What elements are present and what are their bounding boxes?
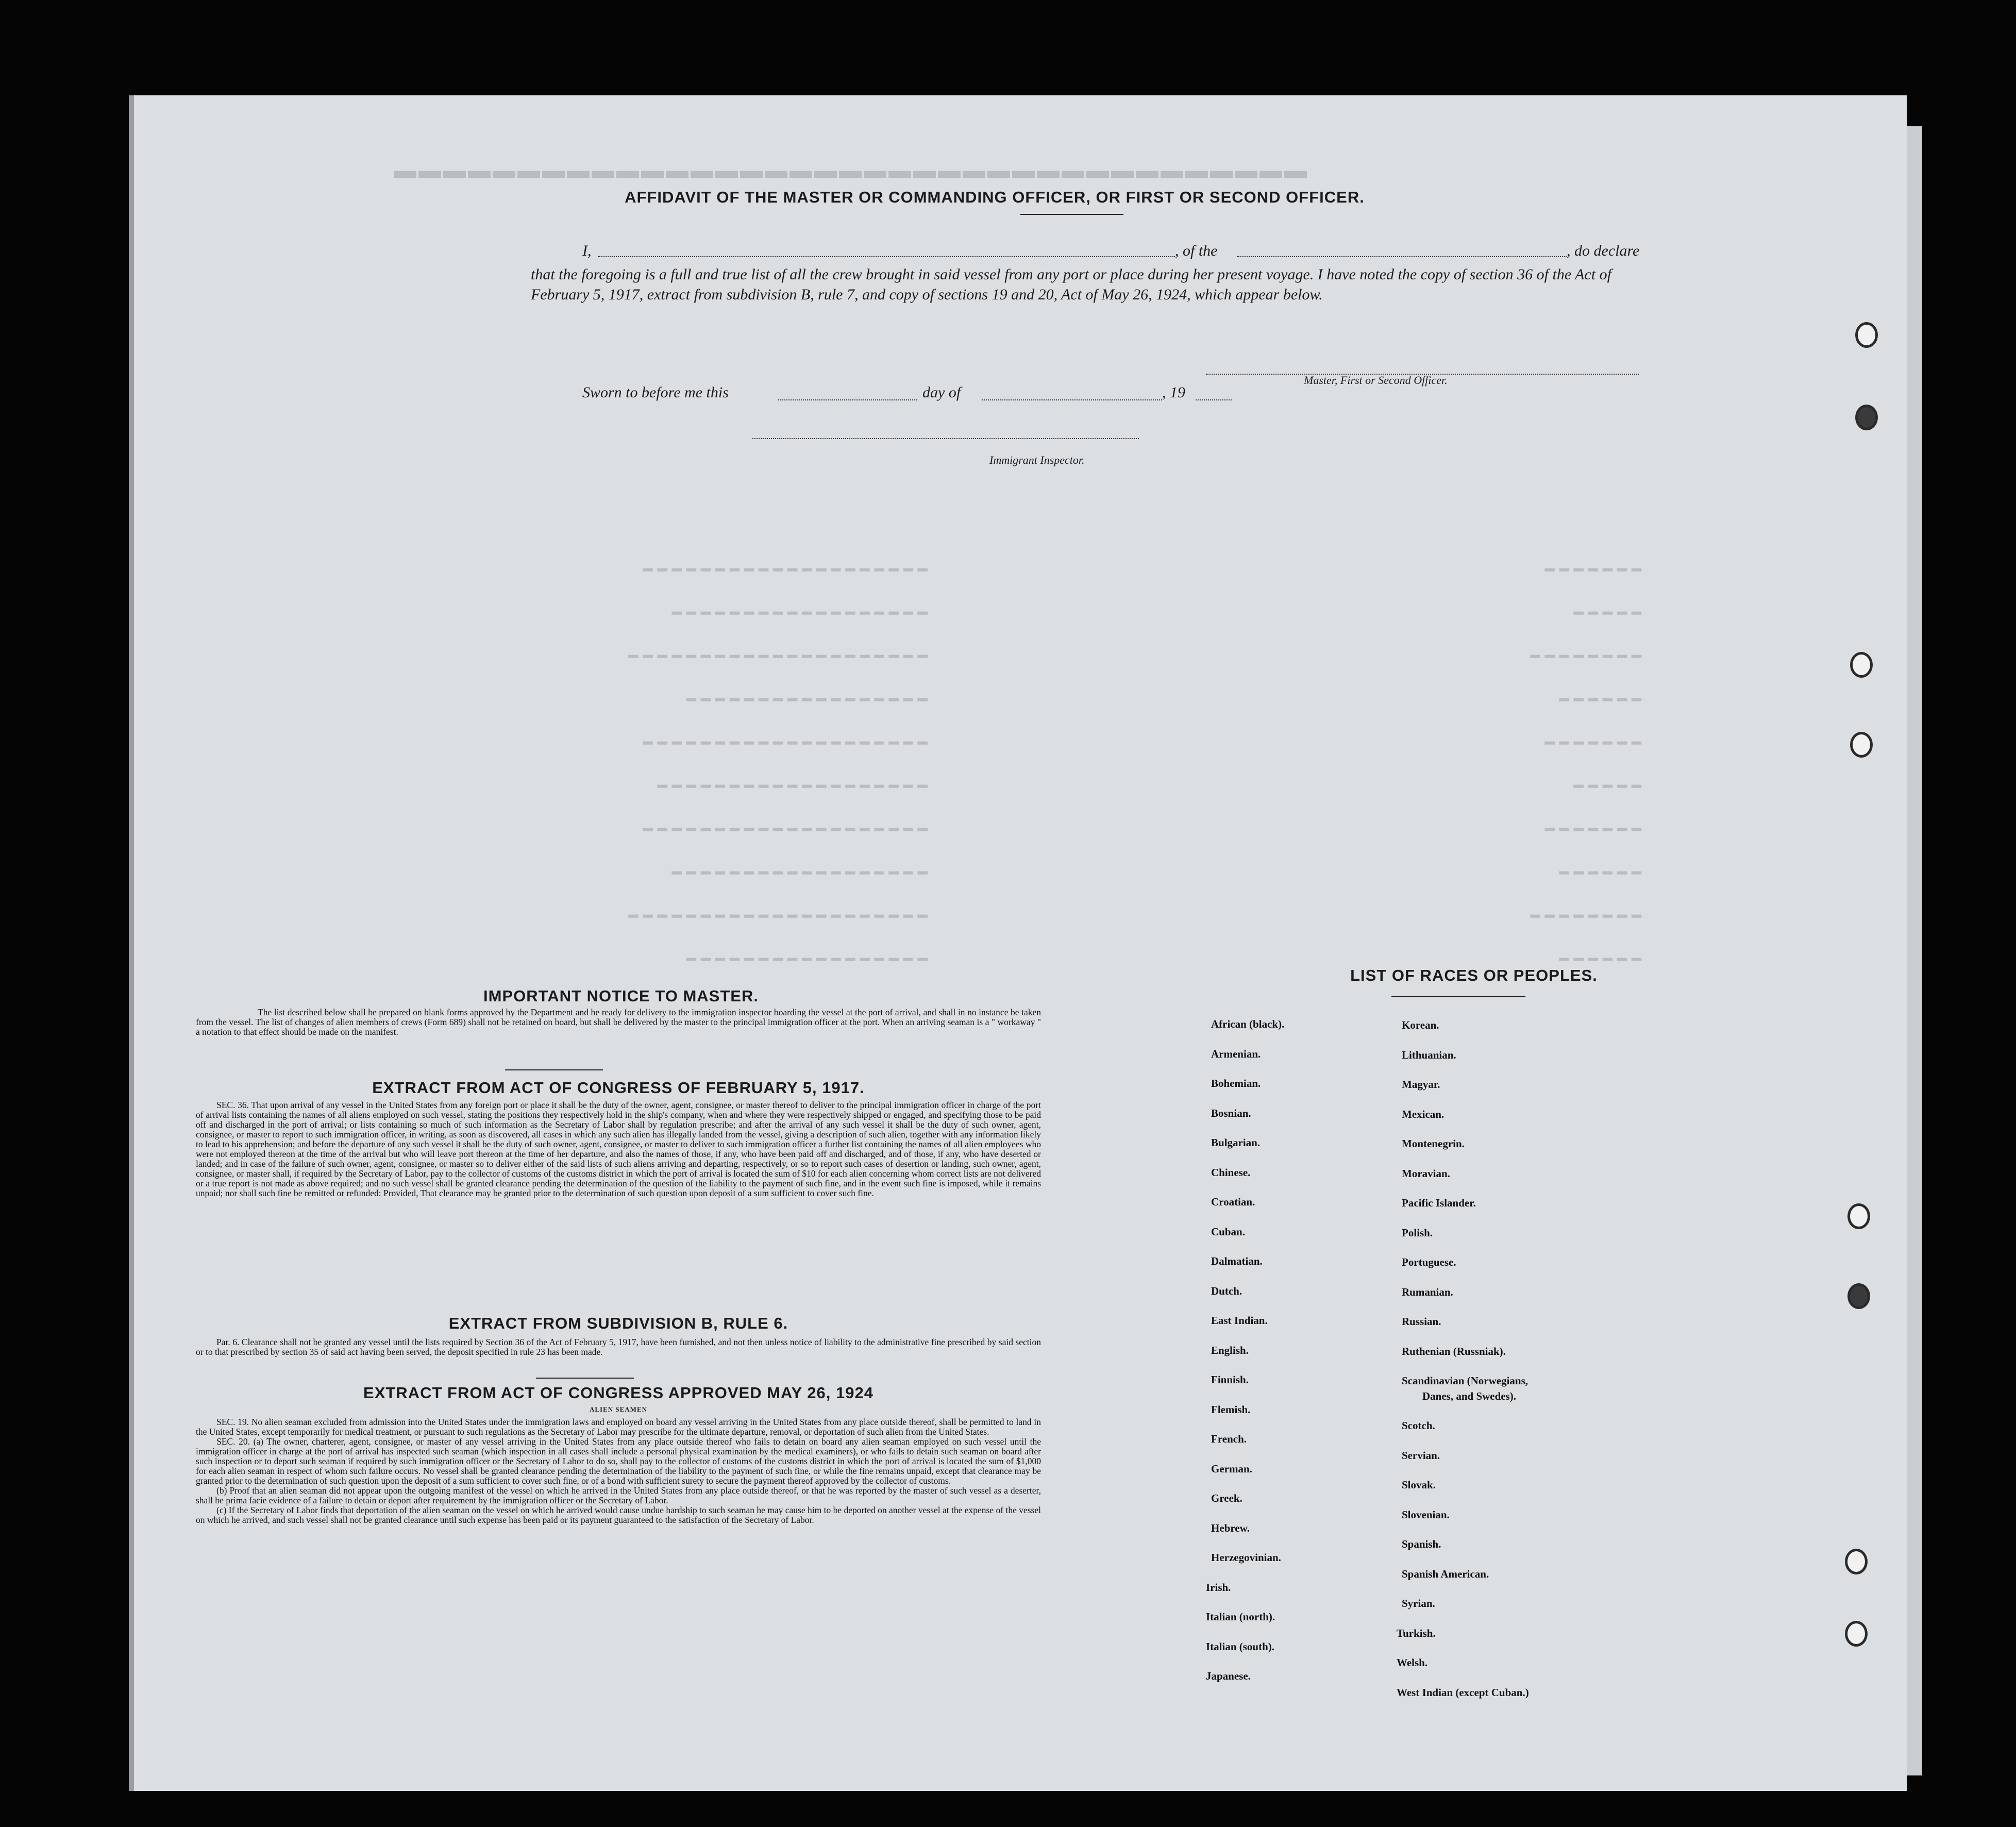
race-item: Rumanian. (1402, 1285, 1453, 1298)
race-item: Finnish. (1211, 1373, 1249, 1386)
races-title: LIST OF RACES OR PEOPLES. (1350, 966, 1598, 984)
affidavit-do-declare-label: , do declare (1567, 242, 1640, 259)
divider (536, 1378, 634, 1379)
punch-hole (1845, 1549, 1868, 1574)
race-item: Spanish American. (1402, 1567, 1489, 1580)
extract-1917-title: EXTRACT FROM ACT OF CONGRESS OF FEBRUARY 5, 1917. (372, 1079, 865, 1097)
signature-label: Master, First or Second Officer. (1304, 374, 1448, 387)
bleed-through-mark: ━━━━━━━━━━━━━━━━━━━━ ━━━━━━━━━━━━━━━━━━ ━━━━━━━━━━━━━━━━━━━━━ ━━━━━━━━━━━━━━━━━ ━━━━━━━━━━━━━━━━━━━━ ━━━━━━━━━━━━━━━━━━━ ━━━━━━━━━━━━━━━━━━━━ ━━━━━━━━━━━━━━━━━━ ━━━━━━━━━━━━━━━━━━━━━ ━━━━━━━━━━━━━━━━━ (624, 562, 928, 968)
race-item: Italian (north). (1206, 1611, 1275, 1623)
race-item: East Indian. (1211, 1314, 1268, 1327)
notice-text: The list described below shall be prepared on blank forms approved by the Department and be ready for delivery to the immigration inspector boarding the vessel at the port of arrival, and shall in no instance be taken from the vessel. The list of changes of alien members of crews (Form 689) shall not be retained on board, but shall be delivered by the master to the principal immigration officer at the port. When an arriving seaman is a " workaway " a notation to that effect should be made on the manifest. (196, 1007, 1041, 1037)
race-item: French. (1211, 1433, 1247, 1445)
race-item: Dutch. (1211, 1284, 1242, 1297)
race-item: Italian (south). (1206, 1640, 1275, 1653)
race-item: Servian. (1402, 1449, 1440, 1462)
punch-hole (1847, 1203, 1870, 1229)
name-blank-line[interactable] (598, 256, 1175, 257)
inspector-label: Immigrant Inspector. (989, 454, 1085, 466)
bleed-through-mark: ━━━━━━━ ━━━━━ ━━━━━━━━ ━━━━━━ ━━━━━━━ ━━━━━ ━━━━━━━ ━━━━━━ ━━━━━━━━ ━━━━━━ (1525, 562, 1641, 968)
race-item: Bulgarian. (1211, 1136, 1261, 1149)
race-item: Syrian. (1402, 1597, 1435, 1610)
race-item: African (black). (1211, 1018, 1285, 1030)
race-item: Russian. (1402, 1315, 1441, 1328)
race-item: Greek. (1211, 1492, 1242, 1504)
divider (1020, 214, 1123, 215)
affidavit-of-the-label: , of the (1175, 242, 1218, 259)
race-item: Lithuanian. (1402, 1048, 1456, 1061)
punch-hole (1850, 652, 1873, 678)
race-item: Dalmatian. (1211, 1255, 1263, 1267)
race-item: Scotch. (1402, 1419, 1435, 1432)
affidavit-i-label: I, (582, 242, 592, 259)
punch-hole (1855, 322, 1878, 348)
race-item: English. (1211, 1344, 1249, 1356)
race-item: Cuban. (1211, 1225, 1245, 1238)
race-item: Japanese. (1206, 1670, 1251, 1682)
race-item: Moravian. (1402, 1167, 1450, 1180)
day-of-label: day of (922, 384, 961, 401)
sec19-text: SEC. 19. No alien seaman excluded from admission into the United States under the immigration laws and employed on board any vessel arriving in the United States from any place outside thereof, shall be permitted to land in the United States, except temporarily for medical treatment, or pursuant to such regulations as the Secretary of Labor may prescribe for the ultimate departure, removal, or deportation of such alien from the United States. (196, 1417, 1041, 1437)
year-label: , 19 (1162, 384, 1185, 401)
sec20b-text: (b) Proof that an alien seaman did not appear upon the outgoing manifest of the vessel on which he arrived in the United States from any place outside thereof, or that he was reported by the master of such vessel as a deserter, shall be prima facie evidence of a failure to detain or deport after requirement by the immigration officer or the Secretary of Labor. (196, 1485, 1041, 1505)
divider (505, 1069, 603, 1070)
document-page (129, 95, 1907, 1791)
extract-rule6-text: Par. 6. Clearance shall not be granted any vessel until the lists required by Section 36 of the Act of February 5, 1917, have been furnished, and not then unless notice of liability to the administrative fine prescribed by said section or to that prescribed by section 35 of said act having been served, the deposit specified in rule 23 has been made. (196, 1337, 1041, 1357)
race-item: Bohemian. (1211, 1077, 1261, 1090)
race-item: Scandinavian (Norwegians, (1402, 1375, 1528, 1387)
divider (1391, 996, 1525, 997)
notice-title: IMPORTANT NOTICE TO MASTER. (483, 987, 759, 1005)
race-item: Slovenian. (1402, 1508, 1450, 1521)
race-item: Polish. (1402, 1226, 1433, 1239)
race-item: Croatian. (1211, 1196, 1255, 1208)
extract-1917-text: SEC. 36. That upon arrival of any vessel in the United States from any foreign port or place it shall be the duty of the owner, agent, consignee, or master thereof to deliver to the principal immigration officer in charge of the port of arrival lists containing the names of all aliens employed on such vessel, stating the positions they respectively hold in the ship's company, when and where they were respectively shipped or engaged, and specifying those to be paid off and discharged in the port of arrival; or lists containing so much of such information as the Secretary of Labor shall by regulation prescribe; and after the arrival of any such vessel it shall be the duty of such owner, agent, consignee, or master to report to such immigration officer, in writing, as soon as discovered, all cases in which any such alien has illegally landed from the vessel, giving a description of such alien, together with any information likely to lead to his apprehension; and before the departure of any such vessel it shall be the duty of such owner, agent, consignee, or master to deliver to such immigration officer a further list containing the names of all alien employees who were not employed thereon at the time of the arrival but who will leave port thereon at the time of her departure, and also the names of those, if any, who have been paid off and discharged, and of those, if any, who have deserted or landed; and in case of the failure of such owner, agent, consignee, or master so to deliver either of the said lists of such aliens arriving and departing, respectively, or so to report such cases of desertion or landing, such owner, agent, consignee, or master shall, if required by the Secretary of Labor, pay to the collector of customs of the customs district in which the port of arrival is located the sum of $10 for each alien concerning whom correct lists are not delivered or a true report is not made as above required; and no such vessel shall be granted clearance pending the determination of the question of the liability to the payment of such fine, and in the event such fine is imposed, while it remains unpaid; nor shall such fine be remitted or refunded: Provided, That clearance may be granted prior to the determination of such question upon deposit of a sum sufficient to cover such fine. (196, 1100, 1041, 1198)
race-item: Armenian. (1211, 1047, 1261, 1060)
sec20a-text: SEC. 20. (a) The owner, charterer, agent, consignee, or master of any vessel arriving in the United States from any place outside thereof who fails to detain on board any alien seaman employed on such vessel until the immigration officer in charge at the port of arrival has inspected such seaman (which inspection in all cases shall include a personal physical examination by the medical examiners), or who fails to detain such seaman on board after such inspection or to deport such seaman if required by such immigration officer or the Secretary of Labor to do so, shall pay to the collector of customs of the customs district in which the port of arrival is located the sum of $1,000 for each alien seaman in respect of whom such failure occurs. No vessel shall be granted clearance pending the determination of the liability to the payment of such fine, or while the fine remains unpaid, except that clearance may be granted prior to the determination of such question upon the deposit of a sum sufficient to cover such fine, or of a bond with sufficient surety to secure the payment thereof approved by the collector of customs. (196, 1436, 1041, 1486)
punch-hole (1850, 732, 1873, 758)
race-item: Herzegovinian. (1211, 1551, 1281, 1564)
punch-hole (1847, 1283, 1870, 1309)
affidavit-title: AFFIDAVIT OF THE MASTER OR COMMANDING OFFICER, OR FIRST OR SECOND OFFICER. (625, 188, 1365, 206)
race-item: Spanish. (1402, 1538, 1441, 1550)
race-item: Ruthenian (Russniak). (1402, 1345, 1506, 1357)
race-item: Chinese. (1211, 1166, 1251, 1179)
race-item: Portuguese. (1402, 1256, 1456, 1268)
extract-1924-title: EXTRACT FROM ACT OF CONGRESS APPROVED MAY 26, 1924 (363, 1384, 873, 1402)
race-item: Mexican. (1402, 1108, 1444, 1120)
race-item: Welsh. (1397, 1656, 1428, 1669)
race-item: Slovak. (1402, 1479, 1436, 1491)
race-item: Pacific Islander. (1402, 1197, 1476, 1209)
race-item: Korean. (1402, 1019, 1439, 1031)
sworn-year-line[interactable] (1196, 399, 1232, 400)
sworn-day-line[interactable] (778, 399, 917, 400)
sworn-label: Sworn to before me this (582, 384, 729, 401)
extract-rule6-title: EXTRACT FROM SUBDIVISION B, RULE 6. (448, 1314, 788, 1332)
race-item: Montenegrin. (1402, 1137, 1465, 1150)
race-item: Danes, and Swedes). (1422, 1389, 1517, 1402)
punch-hole (1855, 405, 1878, 430)
race-item: Turkish. (1397, 1627, 1436, 1639)
race-item: Magyar. (1402, 1078, 1440, 1091)
sec20c-text: (c) If the Secretary of Labor finds that deportation of the alien seaman on the vessel on which he arrived would cause undue hardship to such seaman he may cause him to be deported on another vessel at the expense of the vessel on which he arrived, and such vessel shall not be granted clearance until such expense has been paid or its payment guaranteed to the satisfaction of the Secretary of Labor. (196, 1505, 1041, 1525)
race-item: West Indian (except Cuban.) (1397, 1686, 1529, 1699)
race-item: Irish. (1206, 1581, 1231, 1594)
sworn-month-line[interactable] (982, 399, 1162, 400)
punch-hole (1845, 1621, 1868, 1647)
race-item: German. (1211, 1462, 1252, 1475)
vessel-blank-line[interactable] (1237, 256, 1567, 257)
page-edge (1907, 126, 1922, 1775)
race-item: Bosnian. (1211, 1107, 1251, 1119)
race-item: Flemish. (1211, 1403, 1251, 1416)
race-item: Hebrew. (1211, 1521, 1250, 1534)
affidavit-declaration: that the foregoing is a full and true list of all the crew brought in said vessel from any port or place during her present voyage. I have noted the copy of section 36 of the Act of February 5, 1917, extract from subdivision B, rule 7, and copy of sections 19 and 20, Act of May 26, 1924, which appear below. (531, 266, 1611, 303)
extract-1924-subtitle: ALIEN SEAMEN (589, 1405, 648, 1413)
bleed-through-mark: ▬▬▬▬▬▬▬▬▬▬▬▬▬▬▬▬▬▬▬▬▬▬▬▬▬▬▬▬▬▬▬▬▬▬▬▬▬ (392, 158, 1307, 183)
inspector-signature-line[interactable] (752, 438, 1139, 439)
extract-1924-body (196, 1417, 1041, 1525)
